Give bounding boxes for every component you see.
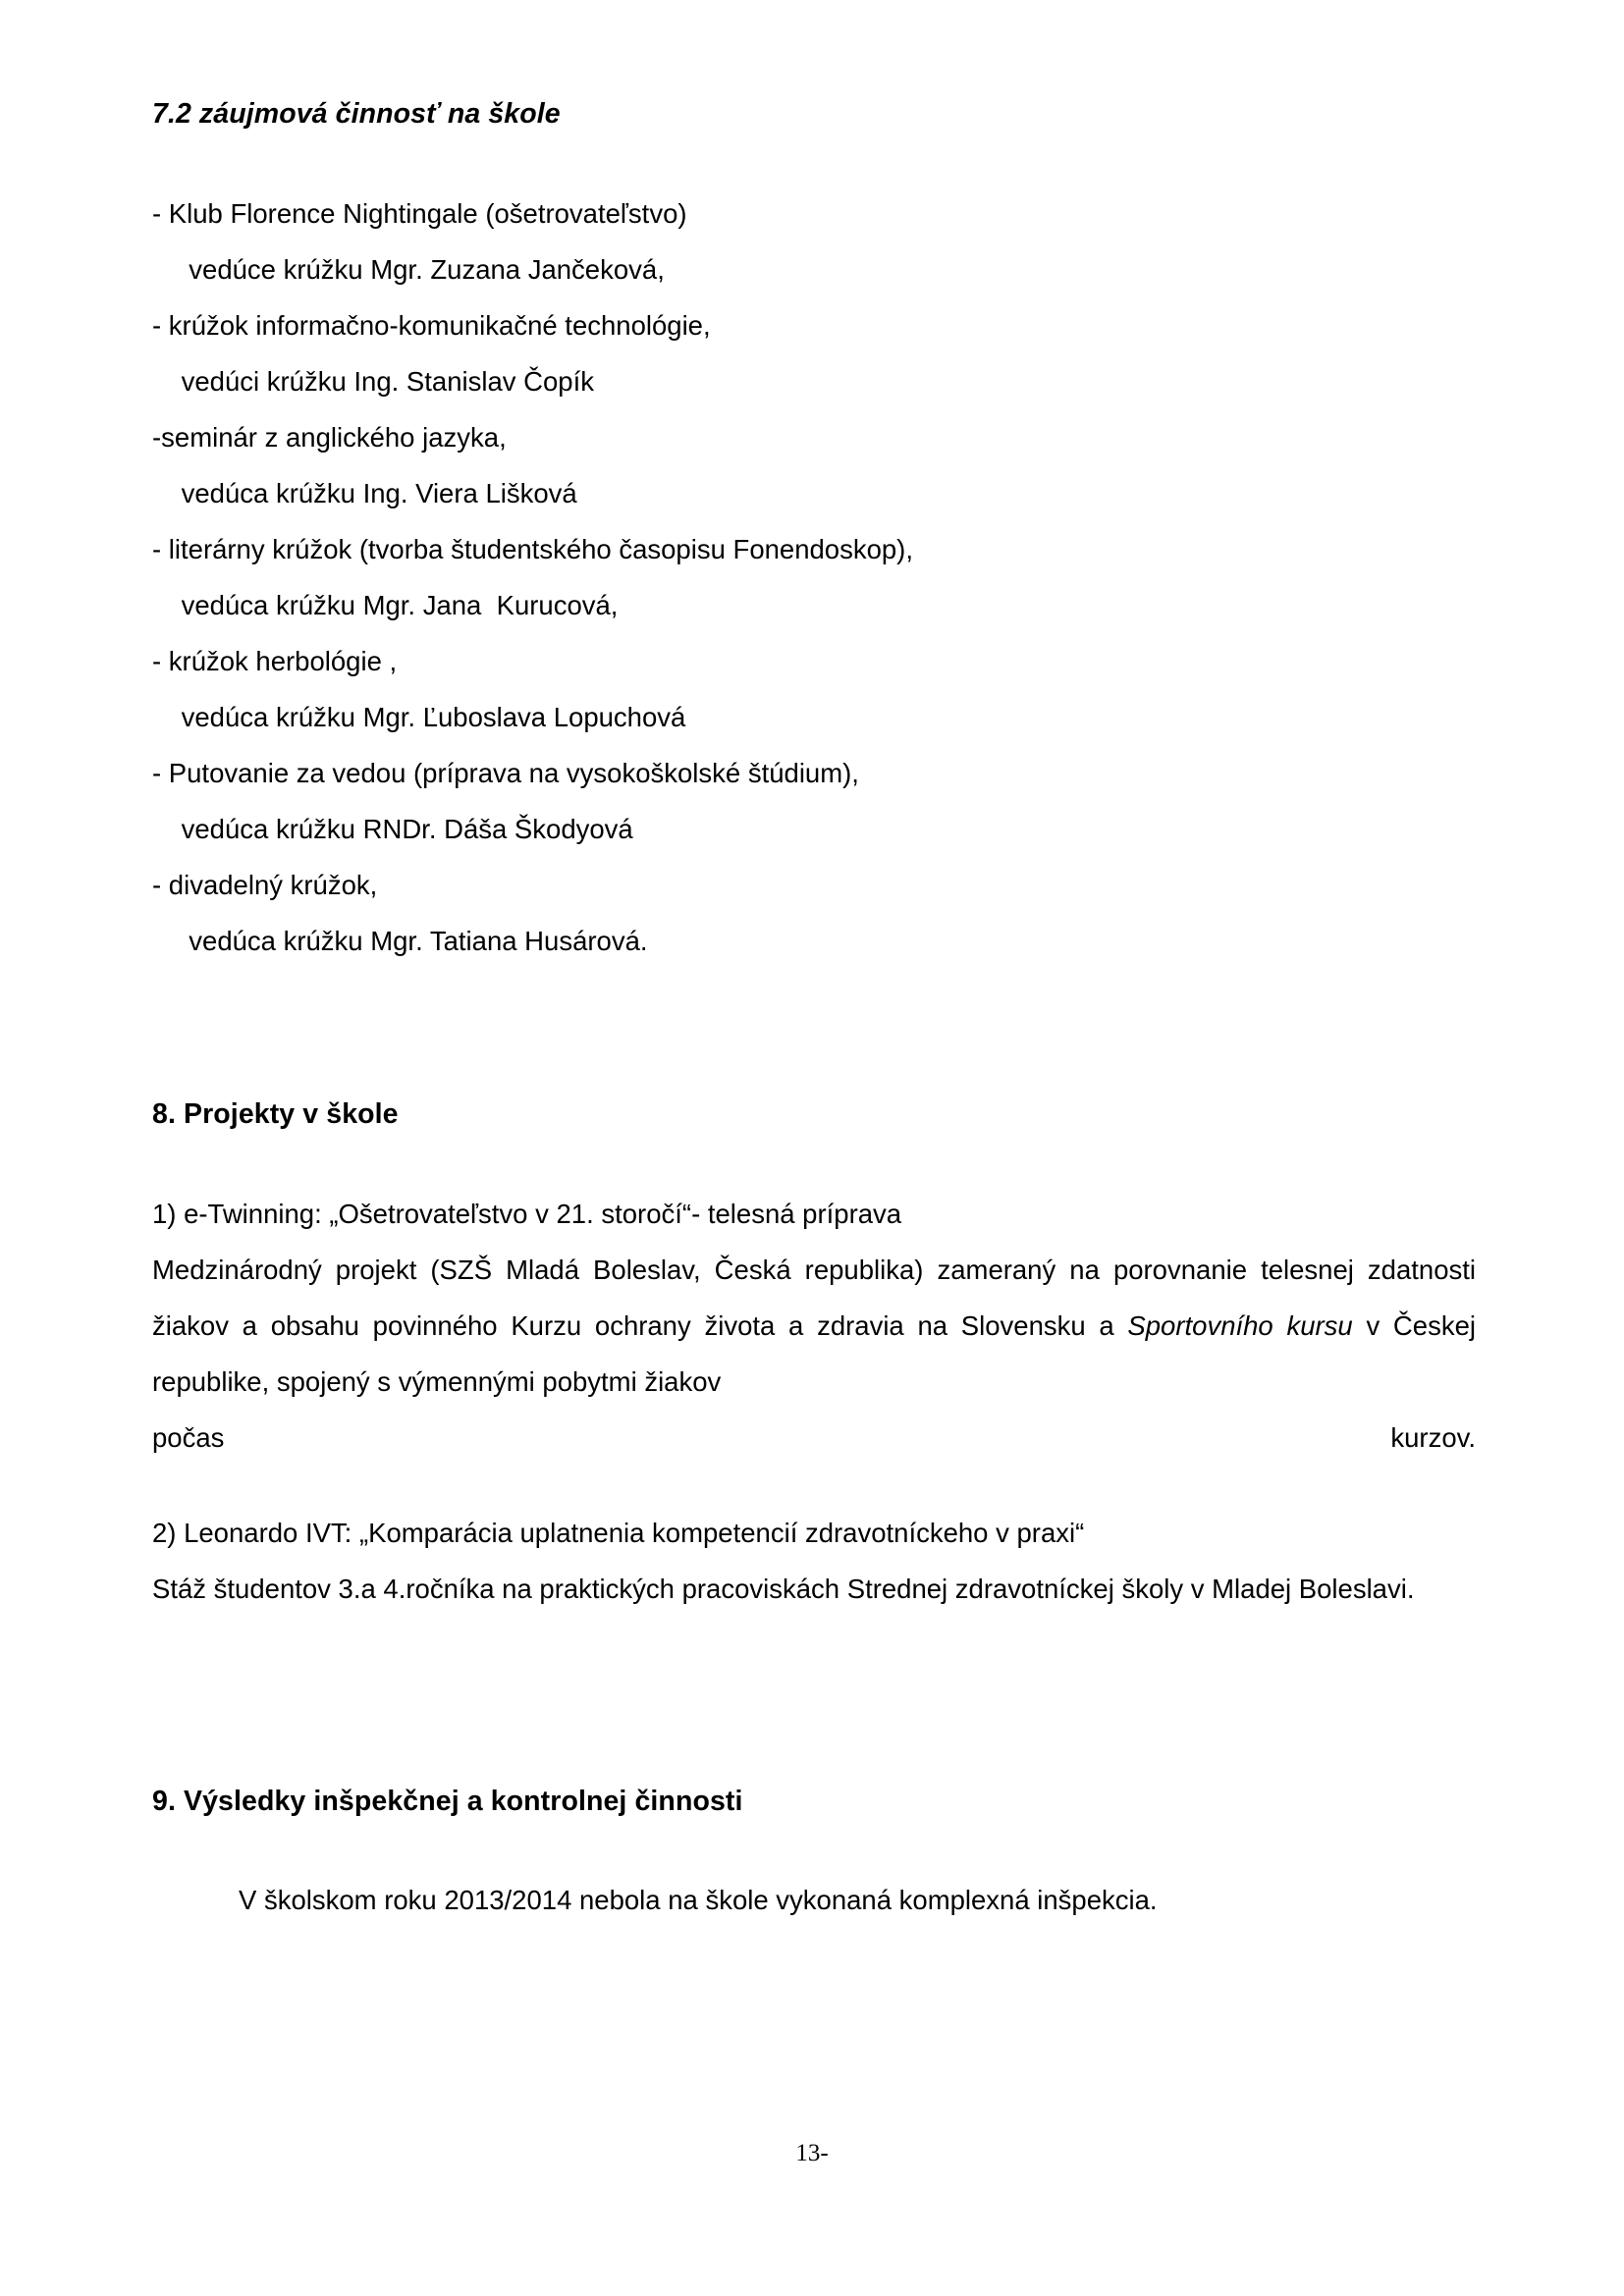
list-item: - Putovanie za vedou (príprava na vysokoškolské štúdium), [152,757,859,788]
heading-9: 9. Výsledky inšpekčnej a kontrolnej činnosti [152,1785,743,1817]
spacer-after-heading-9 [152,1817,1476,1872]
project-1-last-left: počas [152,1421,225,1453]
project-1-body-part-1: Medzinárodný projekt (SZŠ Mladá Boleslav, Česká republika) zameraný na porovnanie telesnej zdatnosti žiakov a obsahu povinného Kurzu ochrany života a zdravia na Slovensku a [152,1254,1476,1341]
project-1-body-italic: Sportovního kursu [1127,1309,1353,1341]
list-item: -seminár z anglického jazyka, [152,421,507,453]
heading-7-2: 7.2 záujmová činnosť na škole [152,98,561,130]
list-item: vedúca krúžku Mgr. Jana Kurucová, [174,589,619,620]
project-1-title-line [152,1186,1476,1242]
project-2-prefix: 2) [152,1517,185,1548]
list-item: vedúce krúžku Mgr. Zuzana Jančeková, [174,253,665,285]
list-item: vedúca krúžku Mgr. Ľuboslava Lopuchová [174,701,686,732]
project-1-title: e-Twinning: „Ošetrovateľstvo v 21. storočí“ [184,1198,692,1229]
list-item: - Klub Florence Nightingale (ošetrovateľstvo) [152,197,687,229]
project-2-title-line [152,1505,1476,1561]
spacer-after-heading-8 [152,1131,1476,1186]
club-activity-list [152,186,1476,969]
project-2-body: Stáž študentov 3.a 4.ročníka na praktických pracoviskách Strednej zdravotníckej školy v Mladej Boleslavi. [152,1573,1415,1604]
list-item: vedúca krúžku RNDr. Dáša Škodyová [174,813,633,844]
heading-8: 8. Projekty v škole [152,1097,399,1130]
list-item: vedúca krúžku Mgr. Tatiana Husárová. [174,925,648,956]
spacer-before-section-8-extra [152,1067,1476,1098]
list-item: - krúžok informačno-komunikačné technológie, [152,309,711,341]
project-2-title: Leonardo IVT: „Komparácia uplatnenia kompetencií zdravotníckeho v praxi“ [184,1517,1085,1548]
spacer-before-section-9 [152,1617,1476,1715]
spacer-between-projects [152,1466,1476,1505]
list-item: vedúca krúžku Ing. Viera Lišková [174,477,577,508]
spacer-before-section-9-extra [152,1715,1476,1786]
section-9-body: V školskom roku 2013/2014 nebola na škole vykonaná komplexná inšpekcia. [239,1885,1158,1916]
list-item: vedúci krúžku Ing. Stanislav Čopík [174,365,594,397]
list-item: - divadelný krúžok, [152,869,378,900]
list-item: - literárny krúžok (tvorba študentského časopisu Fonendoskop), [152,533,913,564]
project-1-body-last-line [152,1410,1476,1466]
spacer-after-heading-7-2 [152,131,1476,186]
page-number: 13- [795,2140,829,2166]
project-1-prefix: 1) [152,1198,185,1229]
document-content [152,0,1476,1928]
project-1-body-part-2: v Českej republike, spojený s výmennými pobytmi žiakov [152,1309,1476,1397]
project-1-last-right: kurzov. [1390,1421,1476,1453]
top-margin-spacer [152,0,1476,98]
project-1-suffix: - telesná príprava [691,1198,902,1229]
project-1-body [152,1242,1476,1410]
spacer-before-section-8 [152,969,1476,1067]
list-item: - krúžok herbológie , [152,645,398,676]
